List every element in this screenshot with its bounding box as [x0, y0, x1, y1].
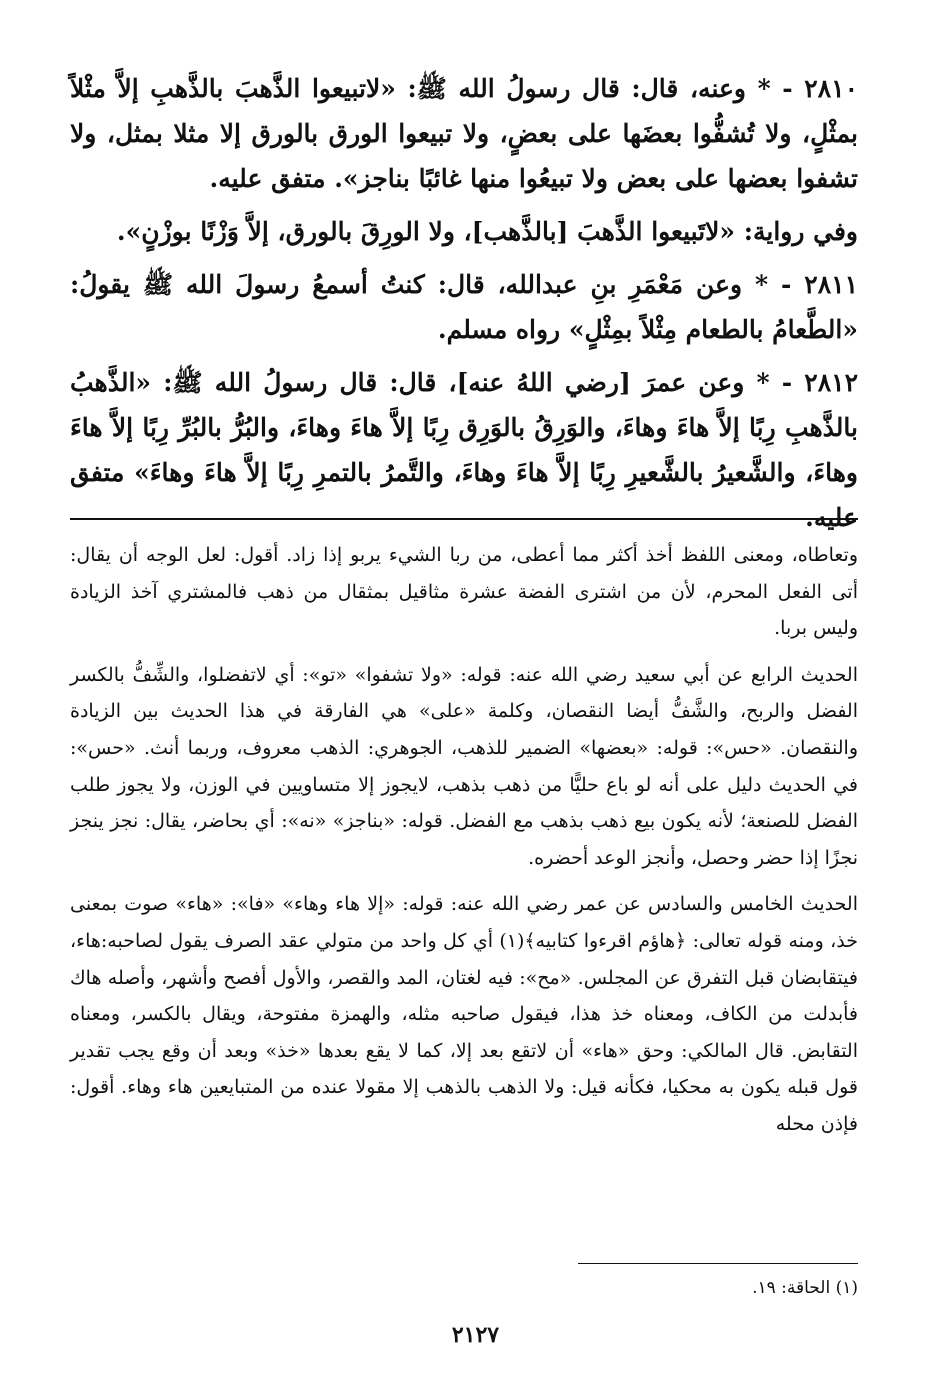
hadith-2810-variant [70, 209, 858, 254]
hadith-section [70, 66, 858, 548]
hadith-2811 [70, 262, 858, 352]
section-divider [70, 518, 858, 520]
commentary-paragraph: الحديث الخامس والسادس عن عمر رضي الله عنه: قوله: «إلا هاء وهاء» «فا»: «هاء» صوت بمعنى خذ، ومنه قوله تعالى: ﴿هاؤم اقرءوا كتابيه﴾(١) أي كل واحد من متولي عقد الصرف يقول لصاحبه:هاء، فيتقابضان قبل التفرق عن المجلس. «مح»: فيه لغتان، المد والقصر، والأول أفصح وأشهر، وأصله هاك فأبدلت من الكاف، ومعناه خذ هذا، فيقول صاحبه مثله، والهمزة مفتوحة، ويقال بالكسر، ومعناه التقابض. قال المالكي: وحق «هاء» أن لاتقع بعد إلا، كما لا يقع بعدها «خذ» وبعد أن وقع يجب تقدير قول قبله يكون به محكيا، فكأنه قيل: ولا الذهب بالذهب إلا مقولا عنده من المتبايعين هاء وهاء. أقول: فإذن محله [70, 893, 858, 1135]
page-number: ٢١٢٧ [451, 1322, 500, 1348]
commentary-paragraph: وتعاطاه، ومعنى اللفظ أخذ أكثر مما أعطى، من ربا الشيء يربو إذا زاد. أقول: لعل الوجه أن يقال: أتى الفعل المحرم، لأن من اشترى الفضة عشرة مثاقيل بمثقال من ذهب فالمشتري آخذ الزيادة وليس بربا. [70, 544, 858, 640]
hadith-number: ٢٨١٠ [804, 74, 858, 103]
footnote-divider [578, 1263, 858, 1264]
hadith-2810 [70, 66, 858, 201]
hadith-number: ٢٨١٢ [804, 368, 858, 397]
hadith-text: - * وعن مَعْمَرِ بنِ عبدالله، قال: كنتُ أسمعُ رسولَ الله ﷺ يقولُ: «الطَّعامُ بالطعام مِثْلاً بمِثْلٍ» رواه مسلم. [70, 270, 858, 344]
hadith-text: - * وعن عمرَ [رضي اللهُ عنه]، قال: قال رسولُ الله ﷺ: «الذَّهبُ بالذَّهبِ رِبًا إلاَّ هاءَ وهاءَ، والوَرِقُ بالوَرِق رِبًا إلاَّ هاءَ وهاءَ، والبُرُّ بالبُرِّ رِبًا إلاَّ هاءَ وهاءَ، والشَّعيرُ بالشَّعيرِ رِبًا إلاَّ هاءَ وهاءَ، والتَّمرُ بالتمرِ رِبًا إلاَّ هاءَ وهاءَ» متفق عليه. [70, 368, 858, 532]
commentary-paragraph: الحديث الرابع عن أبي سعيد رضي الله عنه: قوله: «ولا تشفوا» «تو»: أي لاتفضلوا، والشِّفُّ بالكسر الفضل والربح، والشَّفُّ أيضا النقصان، وكلمة «على» هي الفارقة في هذا الحديث بين الزيادة والنقصان. «حس»: قوله: «بعضها» الضمير للذهب، الجوهري: الذهب معروف، وربما أنث. «حس»: في الحديث دليل على أنه لو باع حليًّا من ذهب بذهب، لايجوز إلا متساويين في الوزن، ولا يجوز طلب الفضل للصنعة؛ لأنه يكون بيع ذهب بذهب مع الفضل. قوله: «بناجز» «نه»: أي بحاضر، يقال: نجز ينجز نجزًا إذا حضر وحصل، وأنجز الوعد أحضره. [70, 663, 858, 869]
hadith-2812 [70, 360, 858, 540]
hadith-number: ٢٨١١ [804, 270, 858, 299]
footnote: (١) الحاقة: ١٩. [752, 1278, 858, 1298]
hadith-text: وفي رواية: «لاتَبيعوا الذَّهبَ [بالذَّهب]، ولا الورِقَ بالورق، إلاَّ وَزْنًا بوزْنٍ». [116, 217, 858, 246]
commentary-section [70, 537, 858, 1153]
hadith-text: - * وعنه، قال: قال رسولُ الله ﷺ: «لاتبيعوا الذَّهبَ بالذَّهبِ إلاَّ مثْلاً بمثْلٍ، ولا تُشفُّوا بعضَها على بعضٍ، ولا تبيعوا الورق بالورق إلا مثلا بمثل، ولا تشفوا بعضها على بعض ولا تبيعُوا منها غائبًا بناجز». متفق عليه. [70, 74, 858, 193]
